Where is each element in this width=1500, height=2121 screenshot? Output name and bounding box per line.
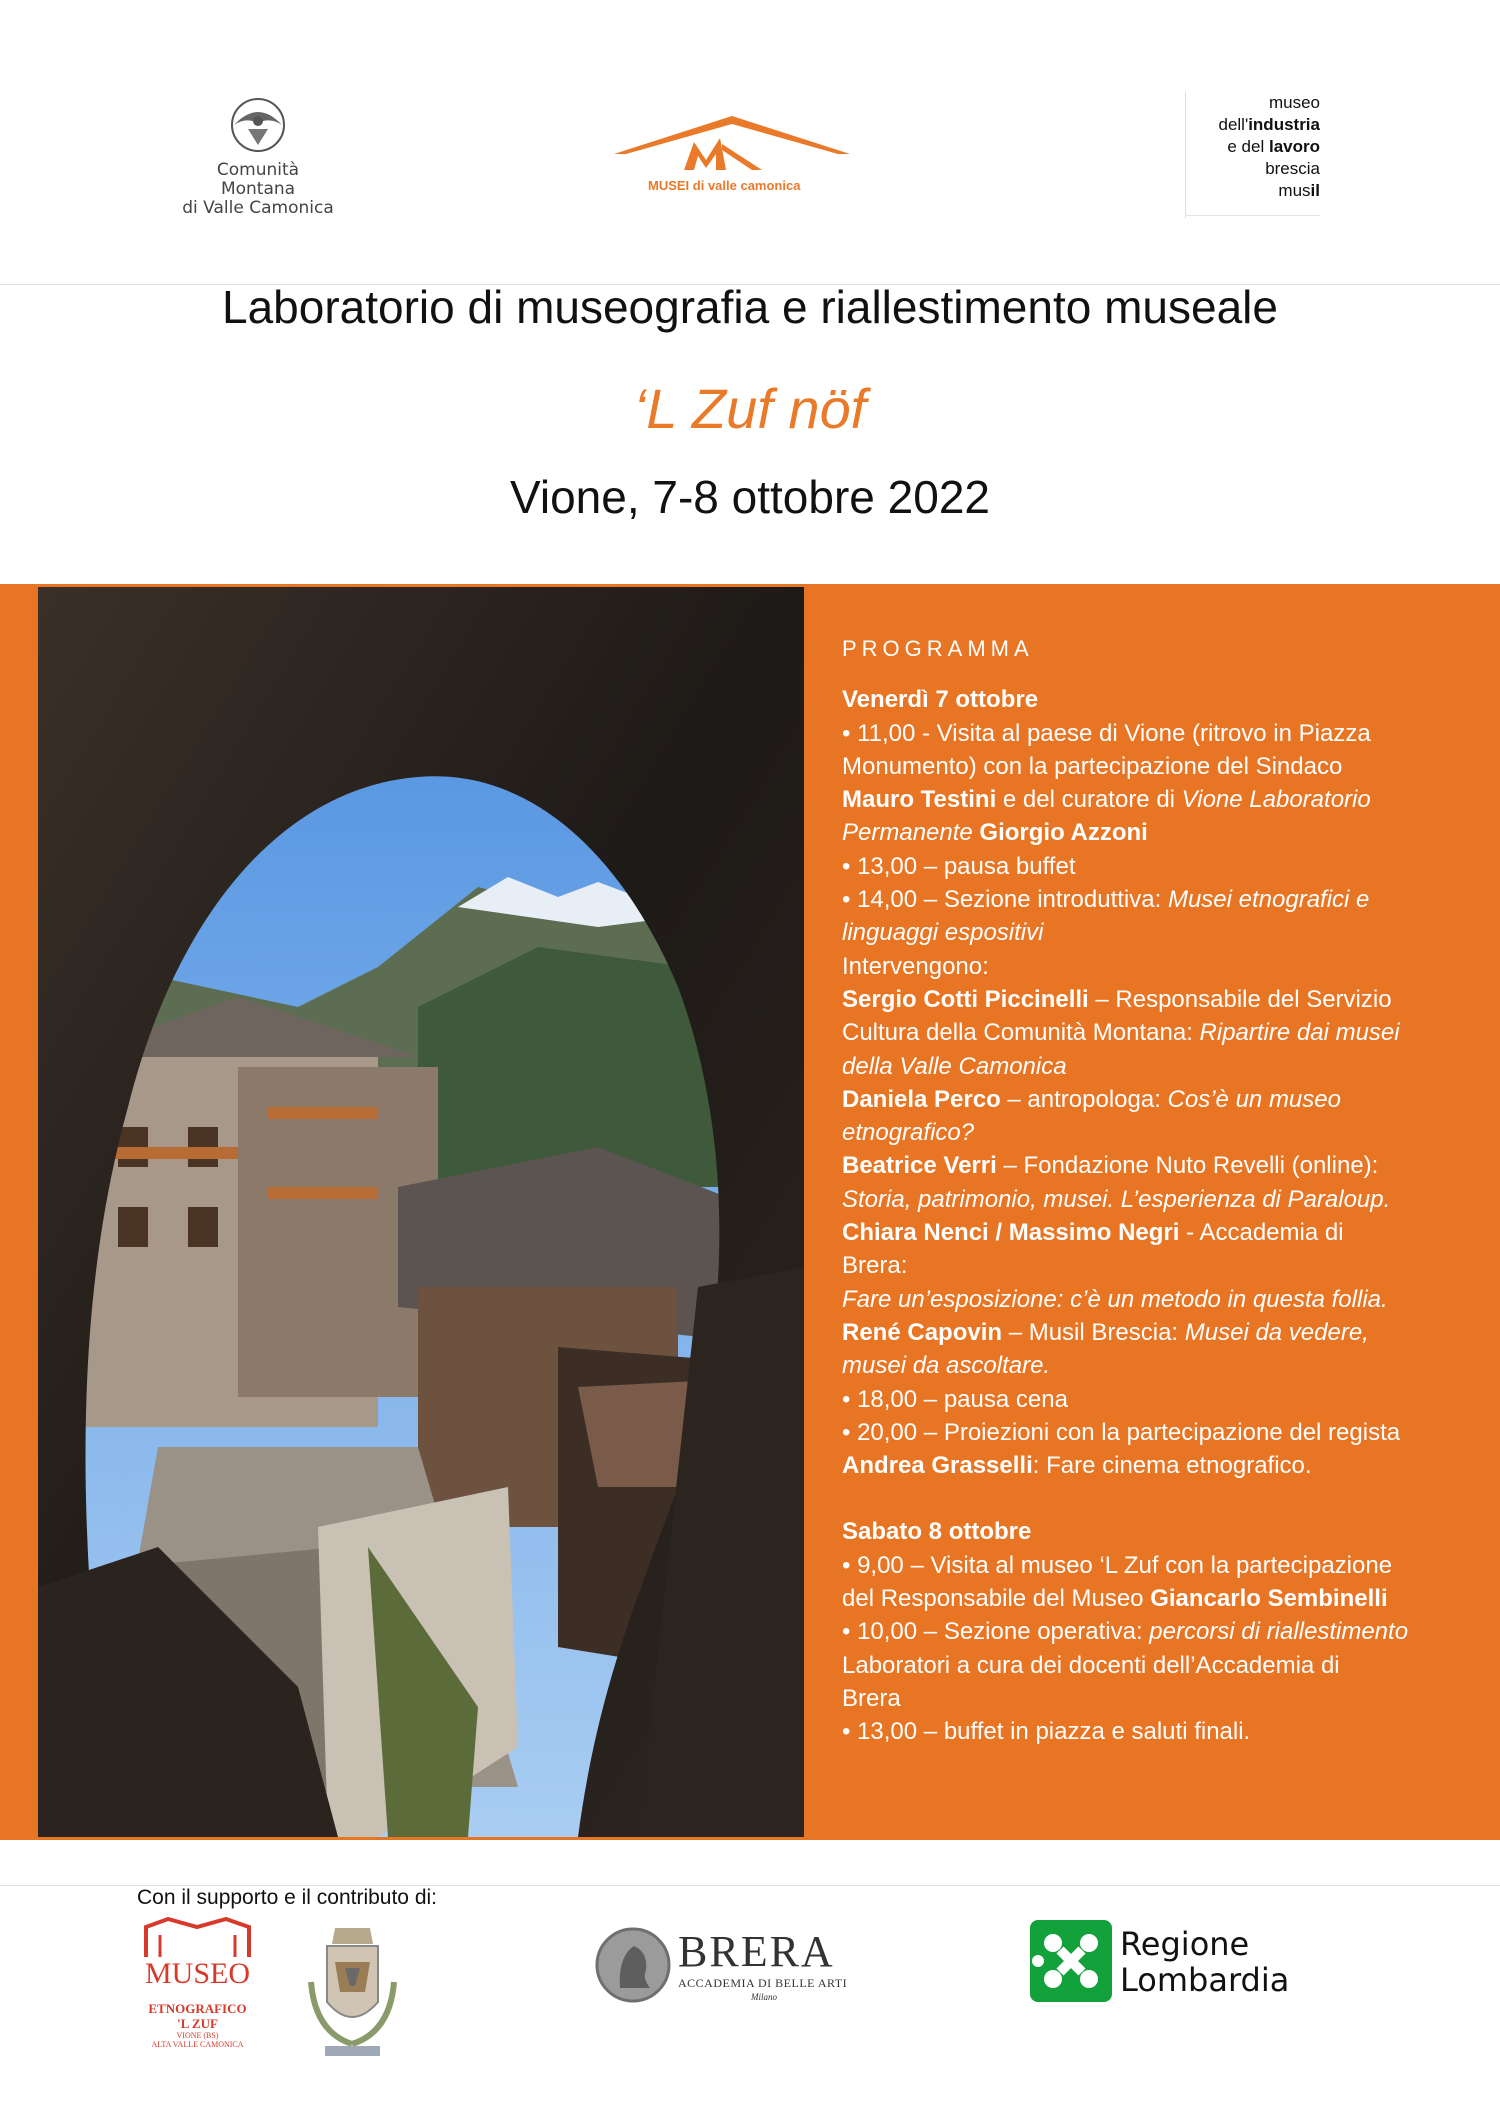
talk-title: percorsi di riallestimento xyxy=(1149,1618,1409,1646)
program-line xyxy=(842,883,1462,916)
program-line xyxy=(842,1383,1462,1416)
program-text: del Responsabile del Museo xyxy=(842,1585,1151,1613)
talk-title: Musei etnografici e xyxy=(1167,886,1370,914)
program-text: Monumento) con la partecipazione del Sindaco xyxy=(842,752,1343,780)
program-text: Laboratori a cura dei docenti dell’Accademia di xyxy=(842,1651,1340,1679)
program-line xyxy=(842,750,1462,783)
speaker-name: Daniela Perco xyxy=(842,1085,1001,1113)
program-line xyxy=(842,1149,1462,1182)
musil-line-1: museo xyxy=(1268,93,1320,112)
program-text: – Fondazione Nuto Revelli (online): xyxy=(996,1152,1379,1180)
program-line xyxy=(842,950,1462,983)
program-heading: PROGRAMMA xyxy=(842,636,1034,661)
museo-roof-icon xyxy=(140,1917,255,1961)
event-date: Vione, 7-8 ottobre 2022 xyxy=(510,471,990,523)
day-spacer xyxy=(842,1482,1462,1515)
talk-title: Storia, patrimonio, musei. L’esperienza di Paraloup. xyxy=(842,1185,1391,1213)
program-line xyxy=(842,783,1462,816)
program-text: • 13,00 – pausa buffet xyxy=(842,852,1076,880)
comune-crest-logo xyxy=(295,1922,410,2062)
speaker-name: René Capovin xyxy=(842,1318,1003,1346)
speaker-name: Giorgio Azzoni xyxy=(979,819,1148,847)
program-text: Intervengono: xyxy=(842,952,989,980)
speaker-name: Mauro Testini xyxy=(842,786,997,814)
speaker-name: Beatrice Verri xyxy=(842,1152,997,1180)
program-content xyxy=(842,632,1462,1749)
speaker-name: Andrea Grasselli xyxy=(842,1452,1033,1480)
program-text: • 20,00 – Proiezioni con la partecipazione del regista xyxy=(842,1418,1401,1446)
crest-shield-icon xyxy=(295,1922,410,2062)
program-text: • 11,00 - Visita al paese di Vione (ritrovo in Piazza xyxy=(842,719,1371,747)
talk-title: etnografico? xyxy=(842,1119,975,1147)
village-photo xyxy=(38,587,804,1837)
program-text: • 13,00 – buffet in piazza e saluti finali. xyxy=(842,1718,1251,1746)
brera-medallion-icon xyxy=(594,1926,672,2004)
talk-title: Ripartire dai musei xyxy=(1199,1019,1400,1047)
musil-logo xyxy=(1185,92,1320,202)
musil-line-2: dell'industria xyxy=(1218,115,1320,134)
program-text: – Responsabile del Servizio xyxy=(1088,985,1392,1013)
talk-title: della Valle Camonica xyxy=(842,1052,1067,1080)
program-line xyxy=(842,816,1462,849)
program-text: • 10,00 – Sezione operativa: xyxy=(842,1618,1150,1646)
program-line xyxy=(842,1183,1462,1216)
museo-etnografico-logo xyxy=(140,1917,255,2059)
museo-line-1: ETNOGRAFICO 'L ZUF xyxy=(148,2001,247,2031)
program-line xyxy=(842,1349,1462,1382)
program-line xyxy=(842,1715,1462,1748)
program-line xyxy=(842,1615,1462,1648)
program-line xyxy=(842,1083,1462,1116)
musei-mountain-icon xyxy=(612,108,852,178)
program-line xyxy=(842,850,1462,883)
brera-city: Milano xyxy=(751,1992,777,2002)
talk-title: linguaggi espositivi xyxy=(842,919,1044,947)
museo-line-2: VIONE (BS) ALTA VALLE CAMONICA xyxy=(151,2031,244,2049)
talk-title: Cos’è un museo xyxy=(1167,1085,1341,1113)
program-line xyxy=(842,1283,1462,1316)
lombardia-rosa-camuna-icon xyxy=(1030,1920,1112,2002)
comunita-line-2: di Valle Camonica xyxy=(182,198,334,218)
program-day-label: Venerdì 7 ottobre xyxy=(842,686,1039,714)
program-text: • 9,00 – Visita al museo ‘L Zuf con la partecipazione xyxy=(842,1551,1393,1579)
program-line xyxy=(842,1416,1462,1449)
program-line xyxy=(842,1549,1462,1582)
brera-academy: ACCADEMIA DI BELLE ARTI xyxy=(678,1976,848,1990)
page-subtitle: ‘L Zuf nöf xyxy=(633,377,867,440)
eagle-seal-icon xyxy=(218,95,298,155)
musil-line-5: musil xyxy=(1278,181,1320,200)
brera-logo xyxy=(594,1926,854,2006)
museo-word: MUSEO xyxy=(144,1957,250,1990)
program-line xyxy=(842,717,1462,750)
program-line xyxy=(842,1016,1462,1049)
talk-title: musei da ascoltare. xyxy=(842,1352,1051,1380)
talk-title: Vione Laboratorio xyxy=(1181,786,1371,814)
program-text: • 14,00 – Sezione introduttiva: xyxy=(842,886,1168,914)
program-text: Brera xyxy=(842,1684,901,1712)
program-line xyxy=(842,1316,1462,1349)
program-text: Brera: xyxy=(842,1252,908,1280)
regione-lombardia-logo xyxy=(1030,1920,1310,2004)
speaker-name: Sergio Cotti Piccinelli xyxy=(842,985,1089,1013)
brera-name: BRERA xyxy=(678,1927,835,1976)
program-line xyxy=(842,916,1462,949)
program-text: • 18,00 – pausa cena xyxy=(842,1385,1068,1413)
page-title: Laboratorio di museografia e riallestimento museale xyxy=(221,281,1278,333)
musil-line-3: e del lavoro xyxy=(1227,137,1320,156)
lombardia-text: Regione Lombardia xyxy=(1120,1925,1290,1999)
talk-title: Fare un’esposizione: c’è un metodo in questa follia. xyxy=(842,1285,1388,1313)
program-line xyxy=(842,1249,1462,1282)
program-text: – antropologa: xyxy=(1000,1085,1168,1113)
program-line xyxy=(842,1050,1462,1083)
program-line xyxy=(842,1649,1462,1682)
speaker-name: Chiara Nenci / Massimo Negri xyxy=(842,1219,1180,1247)
program-text: - Accademia di xyxy=(1179,1219,1344,1247)
program-line xyxy=(842,983,1462,1016)
support-label: Con il supporto e il contributo di: xyxy=(137,1886,437,1909)
program-line xyxy=(842,1682,1462,1715)
program-text: Cultura della Comunità Montana: xyxy=(842,1019,1200,1047)
speaker-name: Giancarlo Sembinelli xyxy=(1150,1585,1388,1613)
program-day-label: Sabato 8 ottobre xyxy=(842,1518,1032,1546)
program-line xyxy=(842,1449,1462,1482)
comunita-line-1: Comunità Montana xyxy=(216,160,300,199)
program-line xyxy=(842,1582,1462,1615)
talk-title: Permanente xyxy=(842,819,973,847)
comunita-montana-logo xyxy=(178,95,338,218)
program-text: – Musil Brescia: xyxy=(1002,1318,1185,1346)
program-text: e del curatore di xyxy=(996,786,1182,814)
program-text: : Fare cinema etnografico. xyxy=(1032,1452,1312,1480)
musei-valle-camonica-logo xyxy=(612,108,852,198)
talk-title: Musei da vedere, xyxy=(1184,1318,1369,1346)
musei-caption: MUSEI di valle camonica xyxy=(648,178,801,193)
program-line xyxy=(842,1116,1462,1149)
program-line xyxy=(842,1216,1462,1249)
musil-line-4: brescia xyxy=(1265,159,1320,178)
